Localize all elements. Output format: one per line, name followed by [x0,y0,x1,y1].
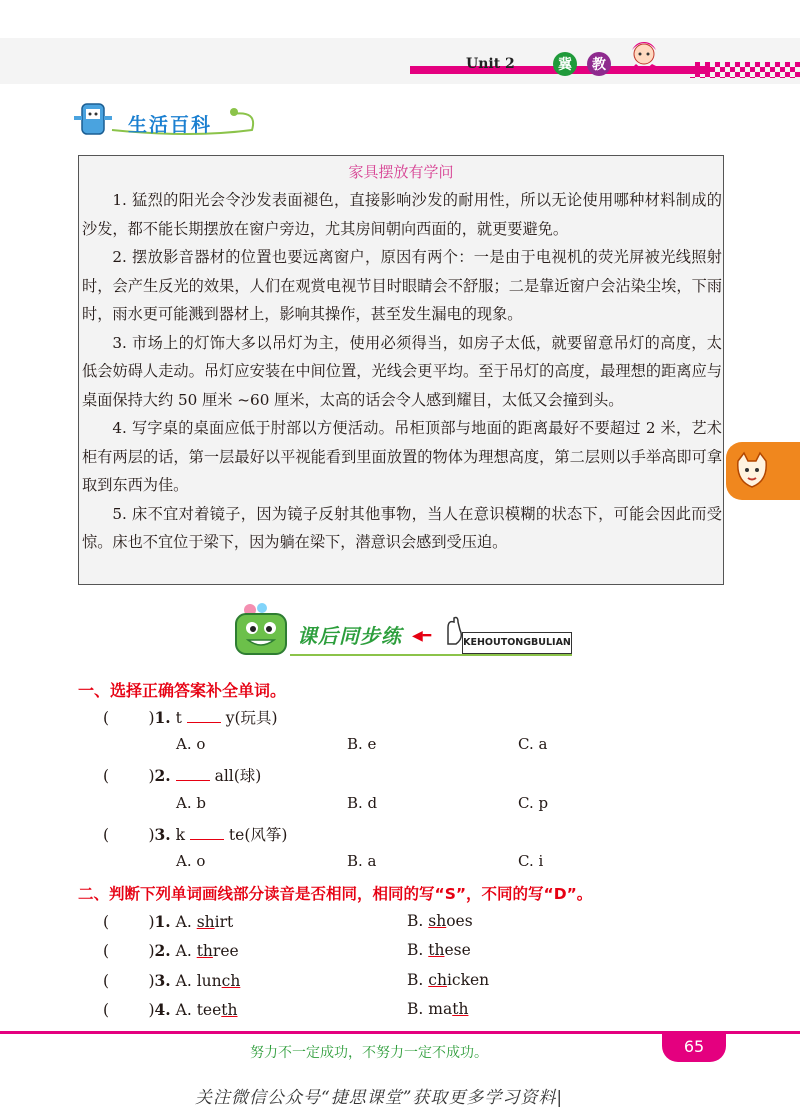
answer-paren[interactable]: ( ) [103,767,155,785]
question-row [103,764,261,786]
checker-decoration [690,62,800,78]
footer-motto: 努力不一定成功，不努力一定不成功。 [250,1045,488,1061]
option-a: A. o [176,735,206,753]
word-a-prefix: lun [196,972,222,990]
answer-paren[interactable]: ( ) [103,826,155,844]
word-b-underlined: ch [428,971,447,989]
question-number: 1. [154,708,171,727]
option-c: C. p [518,794,549,812]
word-a-prefix: tee [196,1001,222,1019]
answer-paren[interactable]: ( ) [103,972,155,990]
practice-banner-tag: KEHOUTONGBULIAN [462,632,572,654]
question-number: 3. [154,825,171,844]
question-number: 4. [154,1000,171,1019]
question-number: 1. [154,912,171,931]
option-a-label: A. [175,913,192,931]
edition-badge-ji: 冀 [553,52,577,76]
option-b: B. e [347,735,377,753]
practice-banner-title: 课后同步练 [297,624,402,648]
green-monster-icon [230,602,292,660]
word-b-suffix: ese [444,941,471,959]
word-prefix: k [175,826,186,844]
word-a-suffix: irt [214,913,234,931]
word-b-underlined: th [452,1000,469,1018]
edition-badge-jiao: 教 [587,52,611,76]
question-row [103,706,278,728]
section1-title: 一、选择正确答案补全单词。 [78,681,287,700]
fox-face-icon [732,451,772,491]
judge-row [103,912,233,931]
judge-option-b [407,912,473,930]
section-label-life-encyclopedia: 生活百科 [128,114,213,136]
word-suffix: te(风筝) [228,826,288,844]
word-a-underlined: th [221,1001,238,1019]
word-blank [187,708,221,723]
question-number: 2. [154,941,171,960]
question-number: 3. [154,971,171,990]
word-a-underlined: th [196,942,213,960]
word-a-underlined: ch [221,972,241,990]
option-b-label: B. [407,912,424,930]
option-a-label: A. [175,1001,192,1019]
option-b-label: B. [407,1000,424,1018]
article-paragraph: 2. 摆放影音器材的位置也要远离窗户，原因有两个：一是由于电视机的荧光屏被光线照射时，会产生反光的效果，人们在观赏电视节目时眼睛会不舒服；二是靠近窗户会沾染尘埃，下雨时，雨水更可能溅到器材上，影响其操作，甚至发生漏电的现象。 [82,248,722,323]
answer-paren[interactable]: ( ) [103,1001,155,1019]
judge-option-b [407,941,471,959]
option-a-label: A. [175,972,192,990]
word-b-underlined: th [428,941,445,959]
side-tab [726,442,800,500]
word-blank [176,766,210,781]
fairy-mascot-icon [622,36,666,80]
page-number: 65 [662,1032,726,1062]
footer-note: 关注微信公众号“捷思课堂”获取更多学习资料| [195,1088,564,1108]
judge-row [103,971,240,990]
question-row [103,823,287,845]
option-b-label: B. [407,941,424,959]
article-paragraph: 3. 市场上的灯饰大多以吊灯为主，使用必须得当，如房子太低，就要留意吊灯的高度，太低会妨碍人走动。吊灯应安装在中间位置，光线会更平均。至于吊灯的高度，最理想的距离应与桌面保持大约 50 厘米 ~60 厘米，太高的话会令人感到耀目，太低又会撞到头。 [82,333,722,409]
banner-underline [290,654,572,656]
option-b: B. a [347,852,377,870]
word-b-underlined: sh [428,912,447,930]
question-number: 2. [154,766,171,785]
header-band [0,38,800,84]
option-b-label: B. [407,971,424,989]
option-c: C. i [518,852,544,870]
unit-label: Unit 2 [466,56,515,72]
word-a-suffix: ree [212,942,239,960]
word-b-suffix: oes [446,912,473,930]
article-body [82,186,722,557]
word-b-prefix: ma [428,1000,453,1018]
option-c: C. a [518,735,548,753]
answer-paren[interactable]: ( ) [103,709,155,727]
word-a-underlined: sh [196,913,215,931]
article-title: 家具摆放有学问 [348,163,454,181]
option-a: A. b [176,794,206,812]
article-paragraph: 5. 床不宜对着镜子，因为镜子反射其他事物，当人在意识模糊的状态下，可能会因此而受惊。床也不宜位于梁下，因为躺在梁下，潜意识会感到受压迫。 [82,504,722,551]
section2-title: 二、判断下列单词画线部分读音是否相同，相同的写“S”，不同的写“D”。 [78,885,593,903]
judge-row [103,941,239,960]
option-a: A. o [176,852,206,870]
word-suffix: y(玩具) [225,709,278,727]
judge-option-b [407,1000,468,1018]
article-paragraph: 1. 猛烈的阳光会令沙发表面褪色，直接影响沙发的耐用性，所以无论使用哪种材料制成的沙发，都不能长期摆放在窗户旁边，尤其房间朝向西面的，就更要避免。 [82,191,722,238]
word-prefix: t [175,709,182,727]
word-b-suffix: icken [446,971,490,989]
arrow-icon: ◀━ [412,628,432,644]
option-a-label: A. [175,942,192,960]
word-blank [190,825,224,840]
answer-paren[interactable]: ( ) [103,942,155,960]
judge-option-b [407,971,489,989]
judge-row [103,1000,238,1019]
option-b: B. d [347,794,378,812]
answer-paren[interactable]: ( ) [103,913,155,931]
word-suffix: all(球) [214,767,262,785]
article-paragraph: 4. 写字桌的桌面应低于肘部以方便活动。吊柜顶部与地面的距离最好不要超过 2 米，艺术柜有两层的话，第一层最好以平视能看到里面放置的物体为理想高度，第二层则以手举高即可拿取到东西为佳。 [82,419,722,494]
